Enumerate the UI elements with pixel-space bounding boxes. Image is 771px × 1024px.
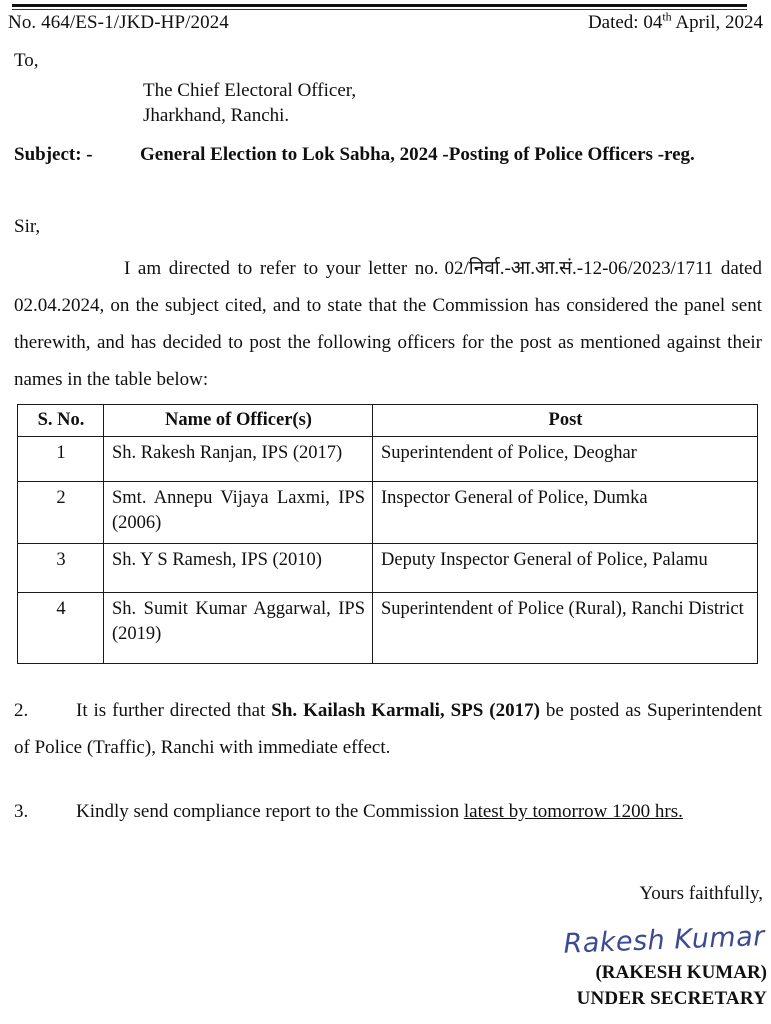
para2-text-before: It is further directed that	[76, 700, 272, 721]
cell-sno: 4	[18, 593, 104, 664]
cell-officer-name: Sh. Rakesh Ranjan, IPS (2017)	[104, 437, 373, 482]
cell-officer-name: Sh. Y S Ramesh, IPS (2010)	[104, 544, 373, 593]
column-header-post: Post	[373, 405, 758, 437]
subject-line	[14, 144, 759, 166]
body-paragraph-3	[14, 793, 762, 830]
addressee-line-1: The Chief Electoral Officer,	[143, 80, 357, 101]
header-rule-thick	[12, 4, 747, 7]
cell-officer-name: Sh. Sumit Kumar Aggarwal, IPS (2019)	[104, 593, 373, 664]
table-row	[18, 593, 758, 664]
closing-salutation: Yours faithfully,	[639, 883, 763, 904]
subject-label: Subject: -	[14, 144, 93, 165]
table-row	[18, 437, 758, 482]
cell-post: Superintendent of Police, Deoghar	[373, 437, 758, 482]
cell-sno: 3	[18, 544, 104, 593]
date-prefix: Dated: 04	[587, 12, 663, 33]
para3-text: Kindly send compliance report to the Commission	[76, 801, 464, 822]
salutation: Sir,	[14, 216, 41, 237]
cell-post: Inspector General of Police, Dumka	[373, 482, 758, 544]
para2-officer-name: Sh. Kailash Karmali, SPS (2017)	[271, 700, 540, 721]
body-paragraph-2	[14, 692, 762, 766]
paragraph-3-number: 3.	[14, 801, 29, 822]
cell-post: Deputy Inspector General of Police, Palamu	[373, 544, 758, 593]
header-rule-thin	[12, 9, 747, 10]
para1-lead-text: I am directed to refer to your letter no.	[124, 258, 439, 279]
body-paragraph-1	[14, 250, 762, 398]
date-suffix: April, 2024	[671, 12, 763, 33]
para1-tail-text: dated 02.04.2024, on the subject cited, and to state that the Commission has considered the panel sent therewith, and has decided to post the following officers for the post as mentioned against their names in the table below:	[14, 258, 762, 390]
document-date	[587, 9, 763, 34]
table-header-row	[18, 405, 758, 437]
hindi-letter-reference: 02/निर्वा.-आ.आ.सं.-12-06/2023/1711	[444, 258, 714, 279]
table-row	[18, 482, 758, 544]
subject-text: General Election to Lok Sabha, 2024 -Posting of Police Officers -reg.	[140, 144, 695, 165]
para2-text-after: be posted as Superintendent of Police (Traffic), Ranchi with immediate effect.	[14, 700, 762, 758]
cell-sno: 1	[18, 437, 104, 482]
table-row	[18, 544, 758, 593]
cell-post: Superintendent of Police (Rural), Ranchi District	[373, 593, 758, 664]
to-label: To,	[14, 50, 39, 71]
officer-posting-table	[17, 404, 758, 664]
reference-number: No. 464/ES-1/JKD-HP/2024	[8, 12, 229, 33]
cell-sno: 2	[18, 482, 104, 544]
para3-deadline: latest by tomorrow 1200 hrs.	[463, 801, 683, 822]
column-header-sno: S. No.	[18, 405, 104, 437]
column-header-name: Name of Officer(s)	[104, 405, 373, 437]
cell-officer-name: Smt. Annepu Vijaya Laxmi, IPS (2006)	[104, 482, 373, 544]
paragraph-2-number: 2.	[14, 700, 29, 721]
addressee-line-2: Jharkhand, Ranchi.	[143, 105, 290, 126]
addressee-block	[143, 78, 356, 128]
handwritten-signature: Rakesh Kumar	[562, 921, 765, 960]
signer-designation: UNDER SECRETARY	[576, 988, 767, 1009]
date-ordinal-suffix: th	[662, 9, 672, 24]
signer-name: (RAKESH KUMAR)	[595, 962, 767, 983]
